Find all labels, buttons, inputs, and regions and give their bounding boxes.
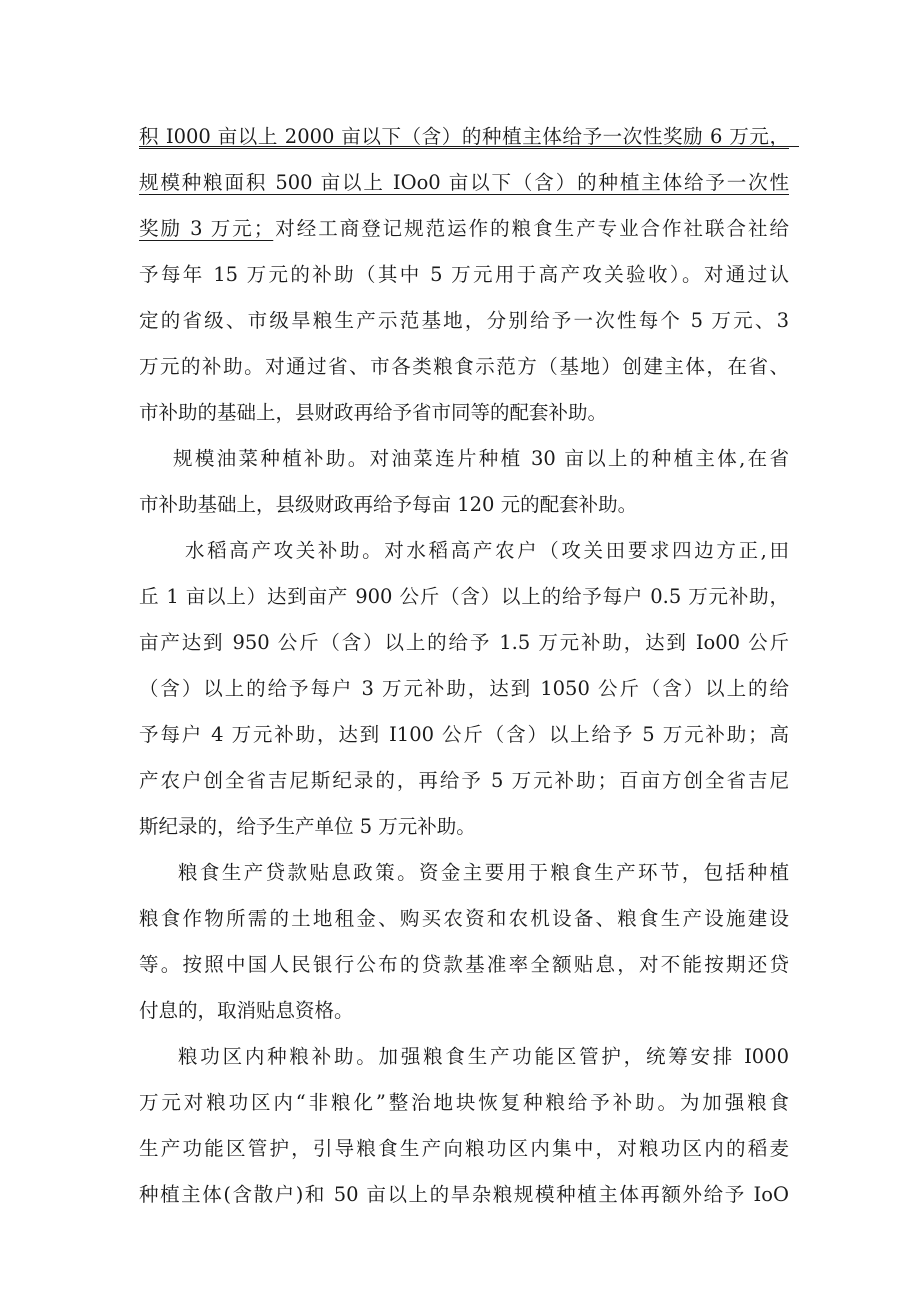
text-line [139,160,789,206]
text-line: 万元的补助。对通过省、市各类粮食示范方（基地）创建主体，在省、 [139,355,789,378]
text-line: 亩产达到 950 公斤（含）以上的给予 1.5 万元补助，达到 Io00 公斤 [139,631,789,654]
underlined-text: 积 I000 亩以上 2000 亩以下（含）的种植主体给予一次性奖励 6 万元， [139,125,789,148]
text-line: 定的省级、市级旱粮生产示范基地，分别给予一次性每个 5 万元、3 [139,309,789,332]
text-line: 产农户创全省吉尼斯纪录的，再给予 5 万元补助；百亩方创全省吉尼 [139,769,789,792]
body-text: 对经工商登记规范运作的粮食生产专业合作社联合社给 [273,217,789,240]
text-line: 予每户 4 万元补助，达到 I100 公斤（含）以上给予 5 万元补助；高 [139,723,789,746]
text-line: 予每年 15 万元的补助（其中 5 万元用于高产攻关验收）。对通过认 [139,263,789,286]
document-body [139,114,789,1218]
underlined-text: 奖励 3 万元； [139,217,274,240]
text-line: 生产功能区管护，引导粮食生产向粮功区内集中，对粮功区内的稻麦 [139,1137,789,1160]
text-line: 粮食作物所需的土地租金、购买农资和农机设备、粮食生产设施建设 [139,907,789,930]
text-line: （含）以上的给予每户 3 万元补助，达到 1050 公斤（含）以上的给 [139,677,789,700]
paragraph-first-line: 规模油菜种植补助。对油菜连片种植 30 亩以上的种植主体,在省 [173,447,789,470]
text-line: 万元对粮功区内“非粮化”整治地块恢复种粮给予补助。为加强粮食 [139,1091,789,1114]
text-line: 市补助基础上，县级财政再给予每亩 120 元的配套补助。 [139,493,638,516]
text-line: 付息的，取消贴息资格。 [139,999,354,1022]
underlined-text: 规模种粮面积 500 亩以上 IOo0 亩以下（含）的种植主体给予一次性 [139,171,789,194]
paragraph-first-line: 粮功区内种粮补助。加强粮食生产功能区管护，统筹安排 I000 [178,1045,789,1068]
text-line: 种植主体(含散户)和 50 亩以上的旱杂粮规模种植主体再额外给予 IoO [139,1183,789,1206]
text-line: 等。按照中国人民银行公布的贷款基准率全额贴息，对不能按期还贷 [139,953,789,976]
text-line [139,206,789,252]
paragraph-first-line: 粮食生产贷款贴息政策。资金主要用于粮食生产环节，包括种植 [178,861,789,884]
text-line: 市补助的基础上，县财政再给予省市同等的配套补助。 [139,401,608,424]
text-line [139,114,789,160]
text-line: 丘 1 亩以上）达到亩产 900 公斤（含）以上的给予每户 0.5 万元补助， [139,585,789,608]
text-line: 斯纪录的，给予生产单位 5 万元补助。 [139,815,476,838]
paragraph-first-line: 水稻高产攻关补助。对水稻高产农户（攻关田要求四边方正,田 [185,539,789,562]
